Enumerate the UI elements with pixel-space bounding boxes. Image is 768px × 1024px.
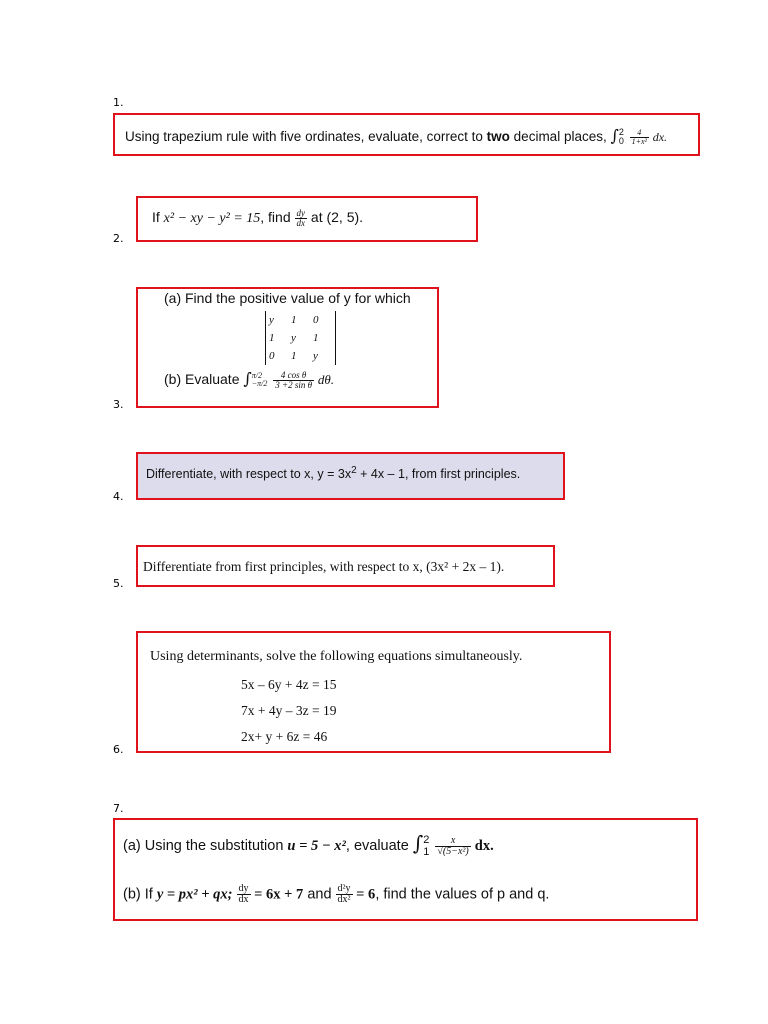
integral-sign: ∫ bbox=[243, 369, 252, 388]
equation-1: 5x – 6y + 4z = 15 bbox=[241, 677, 337, 692]
question-6-box bbox=[136, 631, 611, 753]
question-7-box bbox=[113, 818, 698, 921]
question-1-text: Using trapezium rule with five ordinates, evaluate, correct to two decimal places, ∫ 2 0 $\frac{4}{\text{1+x²}}$ dx. bbox=[125, 126, 668, 147]
question-number-4: 4. bbox=[113, 490, 124, 503]
question-4-box bbox=[136, 452, 565, 500]
determinant: y 1 0 1 y 1 0 1 y bbox=[265, 311, 336, 365]
equation-3: 2x+ y + 6z = 46 bbox=[241, 729, 328, 744]
question-1-box bbox=[113, 113, 700, 156]
question-4-text: Differentiate, with respect to x, $y = 3x^2 + 4x - 1$, from first principles. bbox=[146, 465, 521, 482]
integrand-fraction: $\frac{x}{\text{√(5−x²)}}$ bbox=[437, 834, 469, 857]
question-3b-text: (b) Evaluate ∫ π/2 −π/2 $\frac{\text{4 cos θ}}{\text{3 +2 sin θ}}$ dθ. bbox=[164, 369, 335, 390]
question-5-text: Differentiate from first principles, with respect to x, (3x² + 2x – 1). bbox=[143, 559, 505, 574]
question-number-3: 3. bbox=[113, 398, 124, 411]
question-number-7: 7. bbox=[113, 802, 124, 815]
equation-2: 7x + 4y – 3z = 19 bbox=[241, 703, 337, 718]
question-2-text: If x² − xy − y² = 15, find $\frac{dy}{dx}$ at (2, 5). bbox=[152, 208, 364, 228]
question-7a-text: (a) Using the substitution u = 5 − x², evaluate ∫ 2 1 $\frac{x}{\text{√(5−x²)}}$ dx. bbox=[123, 831, 494, 859]
question-number-2: 2. bbox=[113, 232, 124, 245]
question-number-1: 1. bbox=[113, 96, 124, 109]
question-6-intro: Using determinants, solve the following equations simultaneously. bbox=[150, 649, 523, 664]
second-derivative-fraction: $\frac{\text{d²y}}{\text{dx²}}$ bbox=[337, 883, 351, 905]
integral-sign: ∫ bbox=[610, 126, 619, 145]
question-3a-text: (a) Find the positive value of y for which bbox=[164, 290, 411, 306]
question-2-box bbox=[136, 196, 478, 242]
question-number-5: 5. bbox=[113, 577, 124, 590]
first-derivative-fraction: $\frac{dy}{dx}$ bbox=[238, 883, 249, 905]
question-3-box bbox=[136, 287, 439, 408]
question-7b-text: (b) If y = px² + qx; $\frac{dy}{dx}$ = 6x + 7 and $\frac{\text{d²y}}{\text{dx²}}$ = 6, find the values of p and q. bbox=[123, 883, 550, 905]
integrand-fraction: $\frac{4}{\text{1+x²}}$ bbox=[631, 127, 647, 146]
integrand-fraction: $\frac{\text{4 cos θ}}{\text{3 +2 sin θ}}$ bbox=[275, 369, 312, 390]
question-number-6: 6. bbox=[113, 743, 124, 756]
question-5-box bbox=[136, 545, 555, 587]
derivative-fraction: $\frac{dy}{dx}$ bbox=[296, 208, 306, 228]
integral-sign: ∫ bbox=[412, 831, 424, 855]
